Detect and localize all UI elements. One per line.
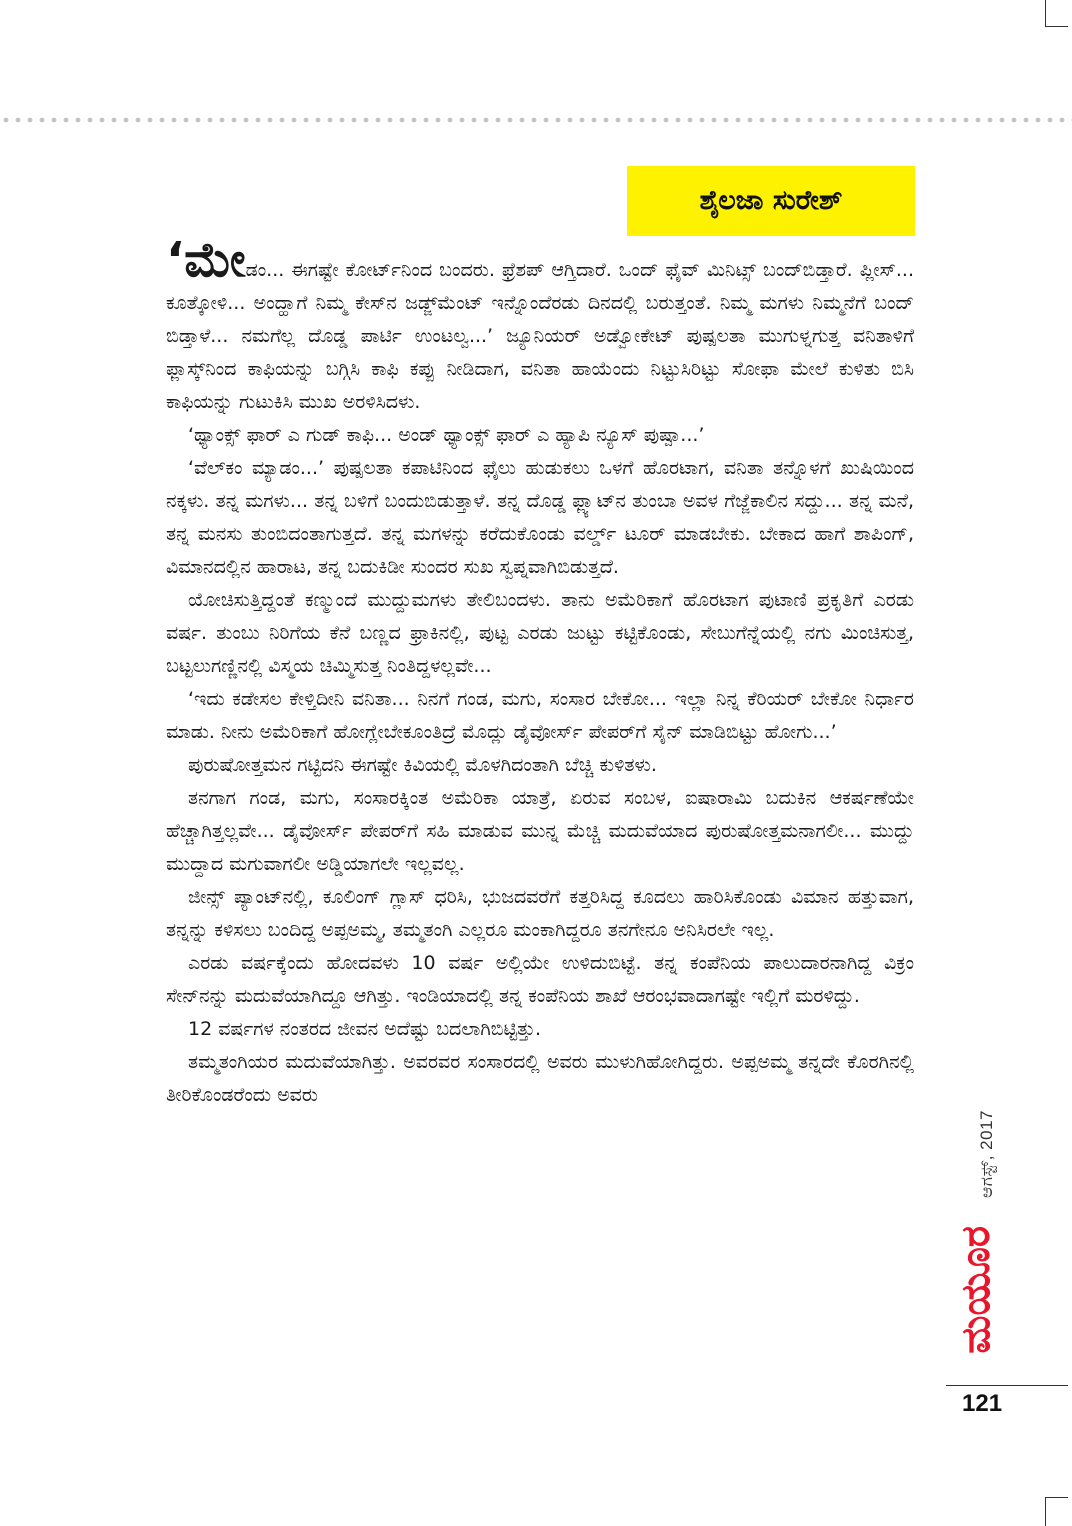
crop-mark-bottom xyxy=(1045,1497,1068,1526)
article-paragraph: ‘ಇದು ಕಡೇಸಲ ಕೇಳ್ತಿದೀನಿ ವನಿತಾ... ನಿನಗೆ ಗಂಡ, ಮಗು, ಸಂಸಾರ ಬೇಕೋ... ಇಲ್ಲಾ ನಿನ್ನ ಕೆರಿಯರ್ ಬೇಕೋ ನಿರ್ಧಾರ ಮಾಡು. ನೀನು ಅಮೆರಿಕಾಗೆ ಹೋಗ್ಲೇಬೇಕೂಂತಿದ್ರೆ ಮೊದ್ಲು ಡೈವೋರ್ಸ್ ಪೇಪರ್‌ಗೆ ಸೈನ್ ಮಾಡಿಬಿಟ್ಟು ಹೋಗು...’ xyxy=(166,688,914,743)
page-number-rule xyxy=(946,1385,1068,1386)
page-number: 121 xyxy=(962,1390,1003,1417)
article-paragraph: ತನಗಾಗ ಗಂಡ, ಮಗು, ಸಂಸಾರಕ್ಕಿಂತ ಅಮೆರಿಕಾ ಯಾತ್ರೆ, ಏರುವ ಸಂಬಳ, ಐಷಾರಾಮಿ ಬದುಕಿನ ಆಕರ್ಷಣೆಯೇ ಹೆಚ್ಚಾಗಿತ್ತಲ್ಲವೇ... ಡೈವೋರ್ಸ್ ಪೇಪರ್‌ಗೆ ಸಹಿ ಮಾಡುವ ಮುನ್ನ ಮೆಚ್ಚಿ ಮದುವೆಯಾದ ಪುರುಷೋತ್ತಮನಾಗಲೀ... ಮುದ್ದು ಮುದ್ದಾದ ಮಗುವಾಗಲೀ ಅಡ್ಡಿಯಾಗಲೇ ಇಲ್ಲವಲ್ಲ. xyxy=(166,787,914,875)
article-paragraph-1 xyxy=(166,232,914,419)
magazine-logo: ಮಯೂರ xyxy=(953,1226,999,1354)
article-paragraph: ಯೋಚಿಸುತ್ತಿದ್ದಂತೆ ಕಣ್ಮುಂದೆ ಮುದ್ದುಮಗಳು ತೇಲಿಬಂದಳು. ತಾನು ಅಮೆರಿಕಾಗೆ ಹೊರಟಾಗ ಪುಟಾಣಿ ಪ್ರಕೃತಿಗೆ ಎರಡು ವರ್ಷ. ತುಂಬು ನಿರಿಗೆಯ ಕೆನೆ ಬಣ್ಣದ ಫ್ರಾಕಿನಲ್ಲಿ, ಪುಟ್ಟ ಎರಡು ಜುಟ್ಟು ಕಟ್ಟಿಕೊಂಡು, ಸೇಬುಗೆನ್ನೆಯಲ್ಲಿ ನಗು ಮಿಂಚಿಸುತ್ತ, ಬಟ್ಟಲುಗಣ್ಣಿನಲ್ಲಿ ವಿಸ್ಮಯ ಚಿಮ್ಮಿಸುತ್ತ ನಿಂತಿದ್ದಳಲ್ಲವೇ... xyxy=(166,589,914,677)
author-name-box xyxy=(627,166,915,236)
article-paragraph: 12 ವರ್ಷಗಳ ನಂತರದ ಜೀವನ ಅದೆಷ್ಟು ಬದಲಾಗಿಬಿಟ್ಟಿತ್ತು. xyxy=(188,1018,542,1040)
article-body xyxy=(166,232,914,1112)
article-paragraph: ಜೀನ್ಸ್ ಪ್ಯಾಂಟ್‌ನಲ್ಲಿ, ಕೂಲಿಂಗ್ ಗ್ಲಾಸ್ ಧರಿಸಿ, ಭುಜದವರೆಗೆ ಕತ್ತರಿಸಿದ್ದ ಕೂದಲು ಹಾರಿಸಿಕೊಂಡು ವಿಮಾನ ಹತ್ತುವಾಗ, ತನ್ನನ್ನು ಕಳಿಸಲು ಬಂದಿದ್ದ ಅಪ್ಪಅಮ್ಮ, ತಮ್ಮತಂಗಿ ಎಲ್ಲರೂ ಮಂಕಾಗಿದ್ದರೂ ತನಗೇನೂ ಅನಿಸಿರಲೇ ಇಲ್ಲ. xyxy=(166,886,914,941)
article-paragraph: ‘ಥ್ಯಾಂಕ್ಸ್ ಫಾರ್ ಎ ಗುಡ್ ಕಾಫಿ... ಅಂಡ್ ಥ್ಯಾಂಕ್ಸ್ ಫಾರ್ ಎ ಹ್ಯಾಪಿ ನ್ಯೂಸ್ ಪುಷ್ಪಾ...’ xyxy=(188,424,705,446)
issue-date: ಆಗಸ್ಟ್, 2017 xyxy=(977,1110,996,1198)
author-name: ಶೈಲಜಾ ಸುರೇಶ್ xyxy=(699,185,843,216)
drop-cap: ‘ಮೇ xyxy=(166,232,246,288)
article-paragraph: ಪುರುಷೋತ್ತಮನ ಗಟ್ಟಿದನಿ ಈಗಷ್ಟೇ ಕಿವಿಯಲ್ಲಿ ಮೊಳಗಿದಂತಾಗಿ ಬೆಚ್ಚಿ ಕುಳಿತಳು. xyxy=(188,754,657,776)
crop-mark-top xyxy=(1045,0,1068,27)
paragraph-1-text: ಡಂ... ಈಗಷ್ಟೇ ಕೋರ್ಟ್‌ನಿಂದ ಬಂದರು. ಫ್ರೆಶಪ್ ಆಗ್ತಿದಾರೆ. ಒಂದ್ ಫೈವ್ ಮಿನಿಟ್ಸ್ ಬಂದ್‌ಬಿಡ್ತಾರೆ. ಪ್ಲೀಸ್... ಕೂತ್ಕೋಳಿ... ಅಂದ್ಹಾಗೆ ನಿಮ್ಮ ಕೇಸ್‌ನ ಜಡ್ಜ್‌ಮೆಂಟ್ ಇನ್ನೊಂದೆರಡು ದಿನದಲ್ಲಿ ಬರುತ್ತಂತೆ. ನಿಮ್ಮ ಮಗಳು ನಿಮ್ಮನೆಗೆ ಬಂದ್ ಬಿಡ್ತಾಳೆ... ನಮಗೆಲ್ಲ ದೊಡ್ಡ ಪಾರ್ಟಿ ಉಂಟಲ್ವ...’ ಜ್ಯೂನಿಯರ್ ಅಡ್ವೋಕೇಟ್ ಪುಷ್ಪಲತಾ ಮುಗುಳ್ನಗುತ್ತ ವನಿತಾಳಿಗೆ ಫ್ಲಾಸ್ಕ್‌ನಿಂದ ಕಾಫಿಯನ್ನು ಬಗ್ಗಿಸಿ ಕಾಫಿ ಕಪ್ಪು ನೀಡಿದಾಗ, ವನಿತಾ ಹಾಯೆಂದು ನಿಟ್ಟುಸಿರಿಟ್ಟು ಸೋಫಾ ಮೇಲೆ ಕುಳಿತು ಬಿಸಿ ಕಾಫಿಯನ್ನು ಗುಟುಕಿಸಿ ಮುಖ ಅರಳಿಸಿದಳು. xyxy=(166,259,914,413)
article-paragraph: ‘ವೆಲ್‌ಕಂ ಮ್ಯಾಡಂ...’ ಪುಷ್ಪಲತಾ ಕಪಾಟಿನಿಂದ ಫೈಲು ಹುಡುಕಲು ಒಳಗೆ ಹೊರಟಾಗ, ವನಿತಾ ತನ್ನೊಳಗೆ ಖುಷಿಯಿಂದ ನಕ್ಕಳು. ತನ್ನ ಮಗಳು... ತನ್ನ ಬಳಿಗೆ ಬಂದುಬಿಡುತ್ತಾಳೆ. ತನ್ನ ದೊಡ್ಡ ಫ್ಲ್ಯಾಟ್‌ನ ತುಂಬಾ ಅವಳ ಗೆಜ್ಜೆಕಾಲಿನ ಸದ್ದು... ತನ್ನ ಮನೆ, ತನ್ನ ಮನಸು ತುಂಬಿದಂತಾಗುತ್ತದೆ. ತನ್ನ ಮಗಳನ್ನು ಕರೆದುಕೊಂಡು ವರ್ಲ್ಡ್ ಟೂರ್ ಮಾಡಬೇಕು. ಬೇಕಾದ ಹಾಗೆ ಶಾಪಿಂಗ್, ವಿಮಾನದಲ್ಲಿನ ಹಾರಾಟ, ತನ್ನ ಬದುಕಿಡೀ ಸುಂದರ ಸುಖ ಸ್ವಪ್ನವಾಗಿಬಿಡುತ್ತದೆ. xyxy=(166,457,914,578)
dotted-divider xyxy=(0,115,1072,125)
article-paragraph: ತಮ್ಮತಂಗಿಯರ ಮದುವೆಯಾಗಿತ್ತು. ಅವರವರ ಸಂಸಾರದಲ್ಲಿ ಅವರು ಮುಳುಗಿಹೋಗಿದ್ದರು. ಅಪ್ಪಅಮ್ಮ ತನ್ನದೇ ಕೊರಗಿನಲ್ಲಿ ತೀರಿಕೊಂಡರೆಂದು ಅವರು xyxy=(166,1051,914,1106)
article-paragraph: ಎರಡು ವರ್ಷಕ್ಕೆಂದು ಹೋದವಳು 10 ವರ್ಷ ಅಲ್ಲಿಯೇ ಉಳಿದುಬಿಟ್ಟೆ. ತನ್ನ ಕಂಪೆನಿಯ ಪಾಲುದಾರನಾಗಿದ್ದ ವಿಕ್ರಂ ಸೇನ್‌ನನ್ನು ಮದುವೆಯಾಗಿದ್ದೂ ಆಗಿತ್ತು. ಇಂಡಿಯಾದಲ್ಲಿ ತನ್ನ ಕಂಪೆನಿಯ ಶಾಖೆ ಆರಂಭವಾದಾಗಷ್ಟೇ ಇಲ್ಲಿಗೆ ಮರಳಿದ್ದು. xyxy=(166,952,914,1007)
